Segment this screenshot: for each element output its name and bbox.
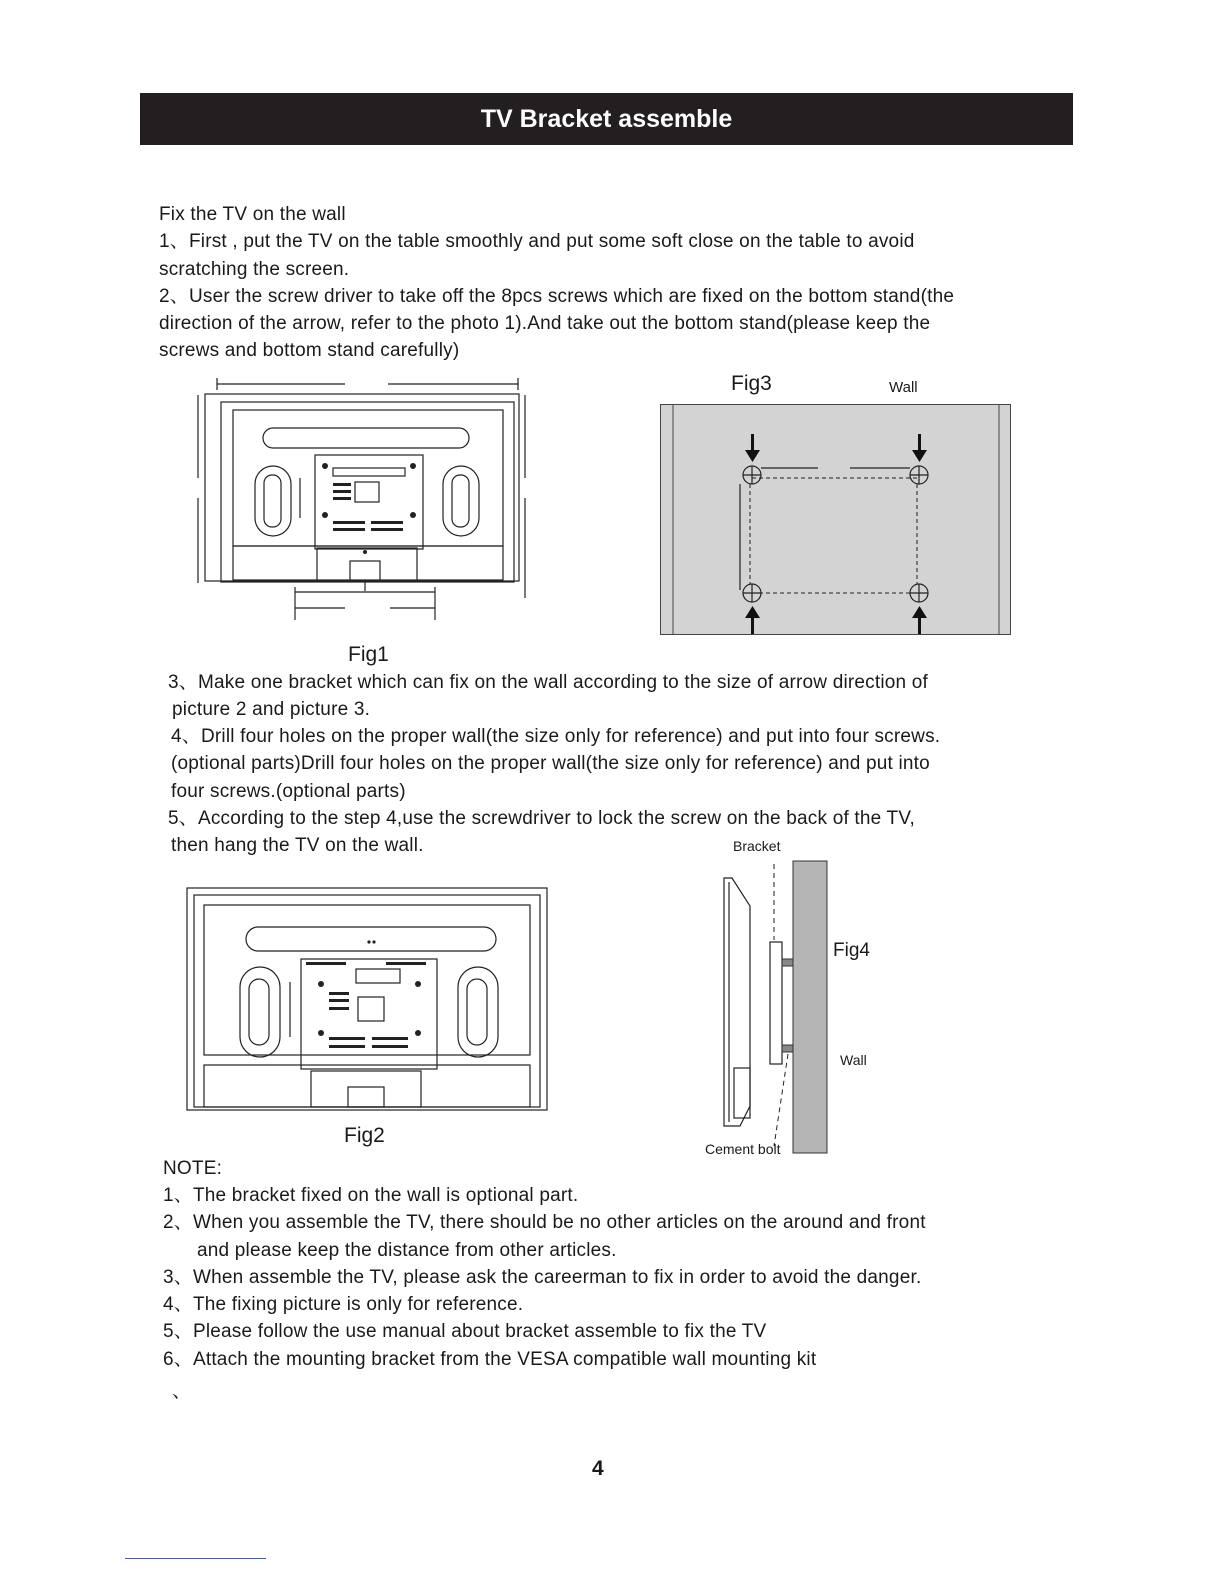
fig3-wall-label: Wall	[889, 379, 918, 396]
note-4: 4、The fixing picture is only for reference.	[163, 1294, 524, 1315]
step4-line1: 4、Drill four holes on the proper wall(the size only for reference) and put into four screws.	[171, 726, 941, 747]
step3-line2: picture 2 and picture 3.	[172, 699, 371, 720]
page-title: TV Bracket assemble	[140, 93, 1073, 145]
fig3-label: Fig3	[731, 372, 772, 395]
step5-line2: then hang the TV on the wall.	[171, 835, 424, 856]
note-7-mark: 、	[172, 1381, 192, 1402]
fig1-label: Fig1	[348, 643, 389, 666]
step5-line1: 5、According to the step 4,use the screwdriver to lock the screw on the back of the TV,	[168, 808, 915, 829]
fig4-cement-bolt-label: Cement bolt	[705, 1141, 781, 1157]
step2-line2: direction of the arrow, refer to the photo 1).And take out the bottom stand(please keep the	[159, 313, 931, 334]
note-3: 3、When assemble the TV, please ask the careerman to fix in order to avoid the danger.	[163, 1267, 922, 1288]
fig4-bracket-label: Bracket	[733, 838, 781, 854]
step2-line1: 2、User the screw driver to take off the 8pcs screws which are fixed on the bottom stand(the	[159, 286, 955, 307]
note-6: 6、Attach the mounting bracket from the VESA compatible wall mounting kit	[163, 1349, 817, 1370]
fig4-side-view-diagram	[720, 858, 830, 1156]
fig1-tv-back-diagram	[185, 378, 535, 628]
note-2-line1: 2、When you assemble the TV, there should be no other articles on the around and front	[163, 1212, 926, 1233]
step3-line1: 3、Make one bracket which can fix on the wall according to the size of arrow direction of	[168, 672, 929, 693]
fig2-tv-back-diagram	[186, 887, 550, 1113]
step4-line2: (optional parts)Drill four holes on the proper wall(the size only for reference) and put into	[171, 753, 930, 774]
footer-divider	[125, 1558, 266, 1559]
fig4-label: Fig4	[833, 940, 870, 961]
fig2-label: Fig2	[344, 1124, 385, 1147]
step4-line3: four screws.(optional parts)	[171, 781, 406, 802]
note-2-line2: and please keep the distance from other articles.	[197, 1240, 617, 1261]
note-heading: NOTE:	[163, 1158, 223, 1179]
note-5: 5、Please follow the use manual about bracket assemble to fix the TV	[163, 1321, 767, 1342]
step2-line3: screws and bottom stand carefully)	[159, 340, 460, 361]
step1-line2: scratching the screen.	[159, 259, 350, 280]
step1-line1: 1、First , put the TV on the table smoothly and put some soft close on the table to avoid	[159, 231, 915, 252]
fig3-wall-hole-diagram	[660, 404, 1012, 636]
page-number: 4	[592, 1457, 604, 1480]
note-1: 1、The bracket fixed on the wall is optional part.	[163, 1185, 579, 1206]
intro-heading: Fix the TV on the wall	[159, 204, 346, 225]
fig4-wall-label: Wall	[840, 1052, 867, 1068]
